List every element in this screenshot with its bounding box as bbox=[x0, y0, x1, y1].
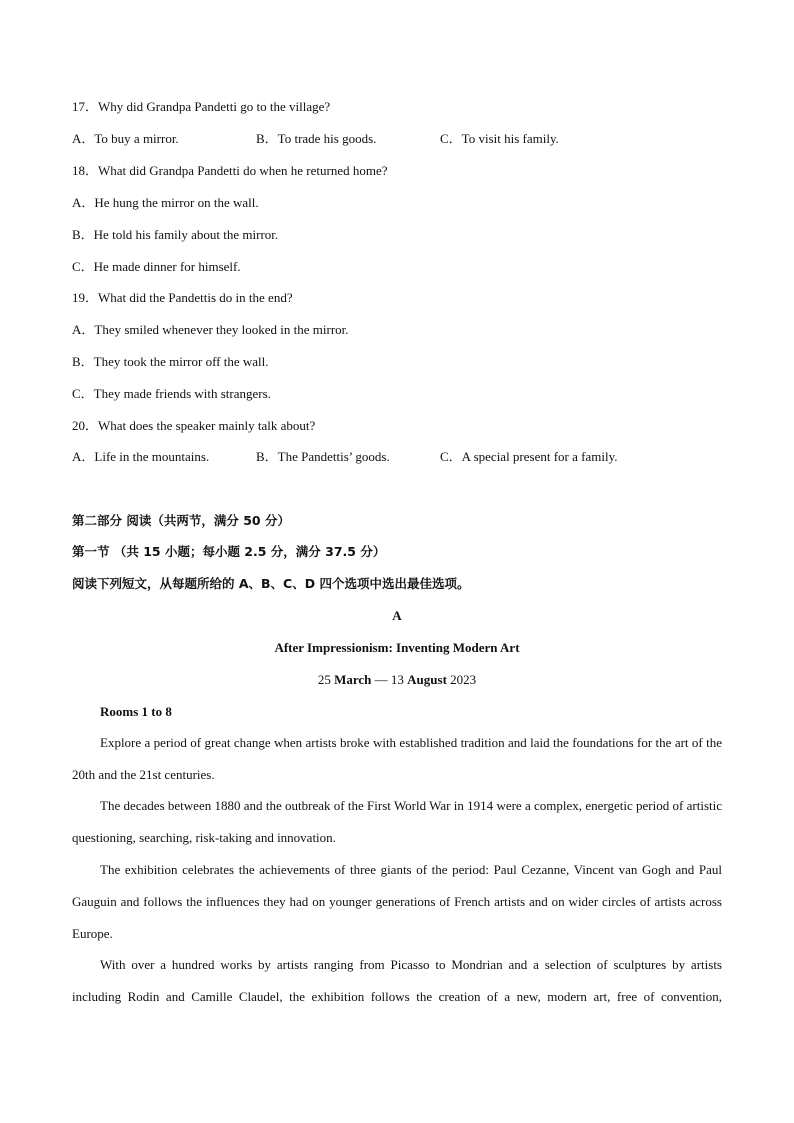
passage-title: After Impressionism: Inventing Modern Art bbox=[274, 640, 520, 655]
question-17-option-c: C．To visit his family. bbox=[440, 131, 559, 146]
passage-paragraph-1: Explore a period of great change when artists broke with established tradition and laid the foundations for the art of the 20th and the 21st centuries. bbox=[72, 735, 722, 782]
question-20-stem: 20．What does the speaker mainly talk about? bbox=[72, 418, 316, 433]
date-end-month: August bbox=[407, 672, 447, 687]
date-start-day: 25 bbox=[317, 672, 335, 687]
question-18-option-c: C．He made dinner for himself. bbox=[72, 259, 241, 274]
question-19-option-b: B．They took the mirror off the wall. bbox=[72, 354, 269, 369]
passage-letter: A bbox=[392, 608, 402, 623]
date-start-month: March bbox=[334, 672, 372, 687]
passage-dates bbox=[72, 671, 722, 689]
question-18-option-a: A．He hung the mirror on the wall. bbox=[72, 195, 259, 210]
passage-paragraph-2: The decades between 1880 and the outbreak of the First World War in 1914 were a complex, energetic period of artistic questioning, searching, risk-taking and innovation. bbox=[72, 798, 722, 845]
part-title: 第二部分 阅读（共两节，满分 50 分） bbox=[72, 513, 290, 528]
date-end-year: 2023 bbox=[446, 672, 477, 687]
question-20-option-b: B．The Pandettis’ goods. bbox=[256, 449, 390, 464]
question-20-option-c: C．A special present for a family. bbox=[440, 449, 618, 464]
question-17-stem: 17．Why did Grandpa Pandetti go to the village? bbox=[72, 99, 331, 114]
question-19-option-c: C．They made friends with strangers. bbox=[72, 386, 271, 401]
passage-paragraph-4: With over a hundred works by artists ranging from Picasso to Mondrian and a selection of sculptures by artists including Rodin and Camille Claudel, the exhibition follows the creation of a new, modern art, free of convention, bbox=[72, 957, 722, 1004]
question-18-option-b: B．He told his family about the mirror. bbox=[72, 227, 279, 242]
reading-instruction: 阅读下列短文，从每题所给的 A、B、C、D 四个选项中选出最佳选项。 bbox=[72, 576, 470, 591]
question-19-option-a: A．They smiled whenever they looked in the mirror. bbox=[72, 322, 349, 337]
question-18-stem: 18．What did Grandpa Pandetti do when he returned home? bbox=[72, 163, 388, 178]
date-separator: — 13 bbox=[371, 672, 408, 687]
sub-section-title: 第一节 （共 15 小题；每小题 2.5 分，满分 37.5 分） bbox=[72, 544, 386, 559]
passage-paragraph-3: The exhibition celebrates the achievements of three giants of the period: Paul Cezanne, Vincent van Gogh and Paul Gauguin and follows the influences they had on younger generations of French artists and on wider circles of artists across Europe. bbox=[72, 862, 722, 941]
question-17-option-b: B．To trade his goods. bbox=[256, 131, 377, 146]
question-17-option-a: A．To buy a mirror. bbox=[72, 131, 179, 146]
question-19-stem: 19．What did the Pandettis do in the end? bbox=[72, 290, 293, 305]
rooms-heading: Rooms 1 to 8 bbox=[100, 704, 172, 719]
question-20-option-a: A．Life in the mountains. bbox=[72, 449, 210, 464]
